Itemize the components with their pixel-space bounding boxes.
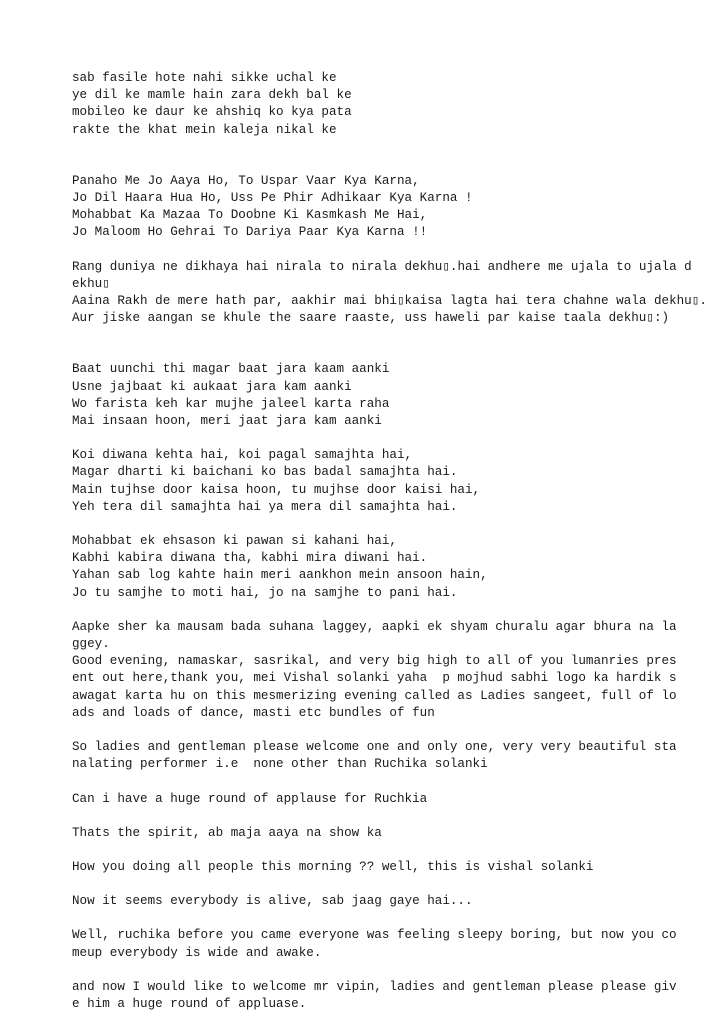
text-line: Aur jiske aangan se khule the saare raaste, uss haweli par kaise taala dekhu▯:)	[72, 311, 670, 326]
text-line: Baat uunchi thi magar baat jara kaam aanki	[72, 362, 390, 377]
text-line: Wo farista keh kar mujhe jaleel karta raha	[72, 396, 390, 411]
paragraph	[72, 447, 712, 516]
text-line: Now it seems everybody is alive, sab jaag gaye hai...	[72, 894, 473, 909]
text-line: Jo Dil Haara Hua Ho, Uss Pe Phir Adhikaar Kya Karna !	[72, 191, 473, 206]
paragraph	[72, 361, 712, 430]
text-line: Jo tu samjhe to moti hai, jo na samjhe to pani hai.	[72, 585, 458, 600]
text-line: sab fasile hote nahi sikke uchal ke	[72, 71, 337, 85]
text-line: ads and loads of dance, masti etc bundles of fun	[72, 705, 435, 720]
text-line: and now I would like to welcome mr vipin, ladies and gentleman please please giv	[72, 979, 677, 994]
text-line: So ladies and gentleman please welcome one and only one, very very beautiful sta	[72, 740, 677, 755]
paragraph	[72, 893, 712, 910]
text-line: Mai insaan hoon, meri jaat jara kam aanki	[72, 414, 382, 429]
paragraph	[72, 979, 712, 1013]
text-line: Yeh tera dil samajhta hai ya mera dil samajhta hai.	[72, 499, 458, 514]
text-line: Yahan sab log kahte hain meri aankhon mein ansoon hain,	[72, 568, 488, 583]
text-line: mobileo ke daur ke ahshiq ko kya pata	[72, 105, 352, 120]
text-line: ent out here,thank you, mei Vishal solanki yaha p mojhud sabhi logo ka hardik s	[72, 671, 677, 686]
paragraph	[72, 791, 712, 808]
text-line: Mohabbat ek ehsason ki pawan si kahani hai,	[72, 534, 397, 549]
text-line: Well, ruchika before you came everyone was feeling sleepy boring, but now you co	[72, 928, 677, 943]
text-line: ggey.	[72, 637, 110, 652]
paragraph	[72, 259, 712, 328]
text-line: meup everybody is wide and awake.	[72, 945, 322, 960]
paragraph	[72, 173, 712, 242]
text-line: Main tujhse door kaisa hoon, tu mujhse door kaisi hai,	[72, 482, 481, 497]
text-line: Aapke sher ka mausam bada suhana laggey, aapki ek shyam churalu agar bhura na la	[72, 619, 677, 634]
text-line: Kabhi kabira diwana tha, kabhi mira diwani hai.	[72, 551, 428, 566]
text-line: Jo Maloom Ho Gehrai To Dariya Paar Kya Karna !!	[72, 225, 428, 240]
text-line: Thats the spirit, ab maja aaya na show ka	[72, 825, 382, 840]
text-line: Can i have a huge round of applause for Ruchkia	[72, 791, 428, 806]
document-text	[72, 70, 712, 1013]
text-line: Good evening, namaskar, sasrikal, and very big high to all of you lumanries pres	[72, 654, 677, 669]
text-line: Mohabbat Ka Mazaa To Doobne Ki Kasmkash Me Hai,	[72, 208, 428, 223]
paragraph	[72, 859, 712, 876]
paragraph	[72, 619, 712, 722]
text-line: Magar dharti ki baichani ko bas badal samajhta hai.	[72, 465, 458, 480]
text-line: nalating performer i.e none other than Ruchika solanki	[72, 757, 488, 772]
text-line: Aaina Rakh de mere hath par, aakhir mai bhi▯kaisa lagta hai tera chahne wala dekhu▯.	[72, 294, 707, 309]
text-line: Koi diwana kehta hai, koi pagal samajhta hai,	[72, 448, 413, 463]
paragraph	[72, 70, 712, 139]
text-line: awagat karta hu on this mesmerizing evening called as Ladies sangeet, full of lo	[72, 688, 677, 703]
paragraph	[72, 927, 712, 961]
text-line: e him a huge round of appluase.	[72, 996, 307, 1011]
text-line: rakte the khat mein kaleja nikal ke	[72, 122, 337, 137]
text-line: Rang duniya ne dikhaya hai nirala to nirala dekhu▯.hai andhere me ujala to ujala d	[72, 259, 692, 274]
text-line: How you doing all people this morning ?? well, this is vishal solanki	[72, 859, 594, 874]
text-line: ekhu▯	[72, 276, 110, 291]
text-line: ye dil ke mamle hain zara dekh bal ke	[72, 88, 352, 103]
text-line: Usne jajbaat ki aukaat jara kam aanki	[72, 379, 352, 394]
paragraph	[72, 533, 712, 602]
paragraph	[72, 739, 712, 773]
text-line: Panaho Me Jo Aaya Ho, To Uspar Vaar Kya Karna,	[72, 173, 420, 188]
paragraph	[72, 825, 712, 842]
